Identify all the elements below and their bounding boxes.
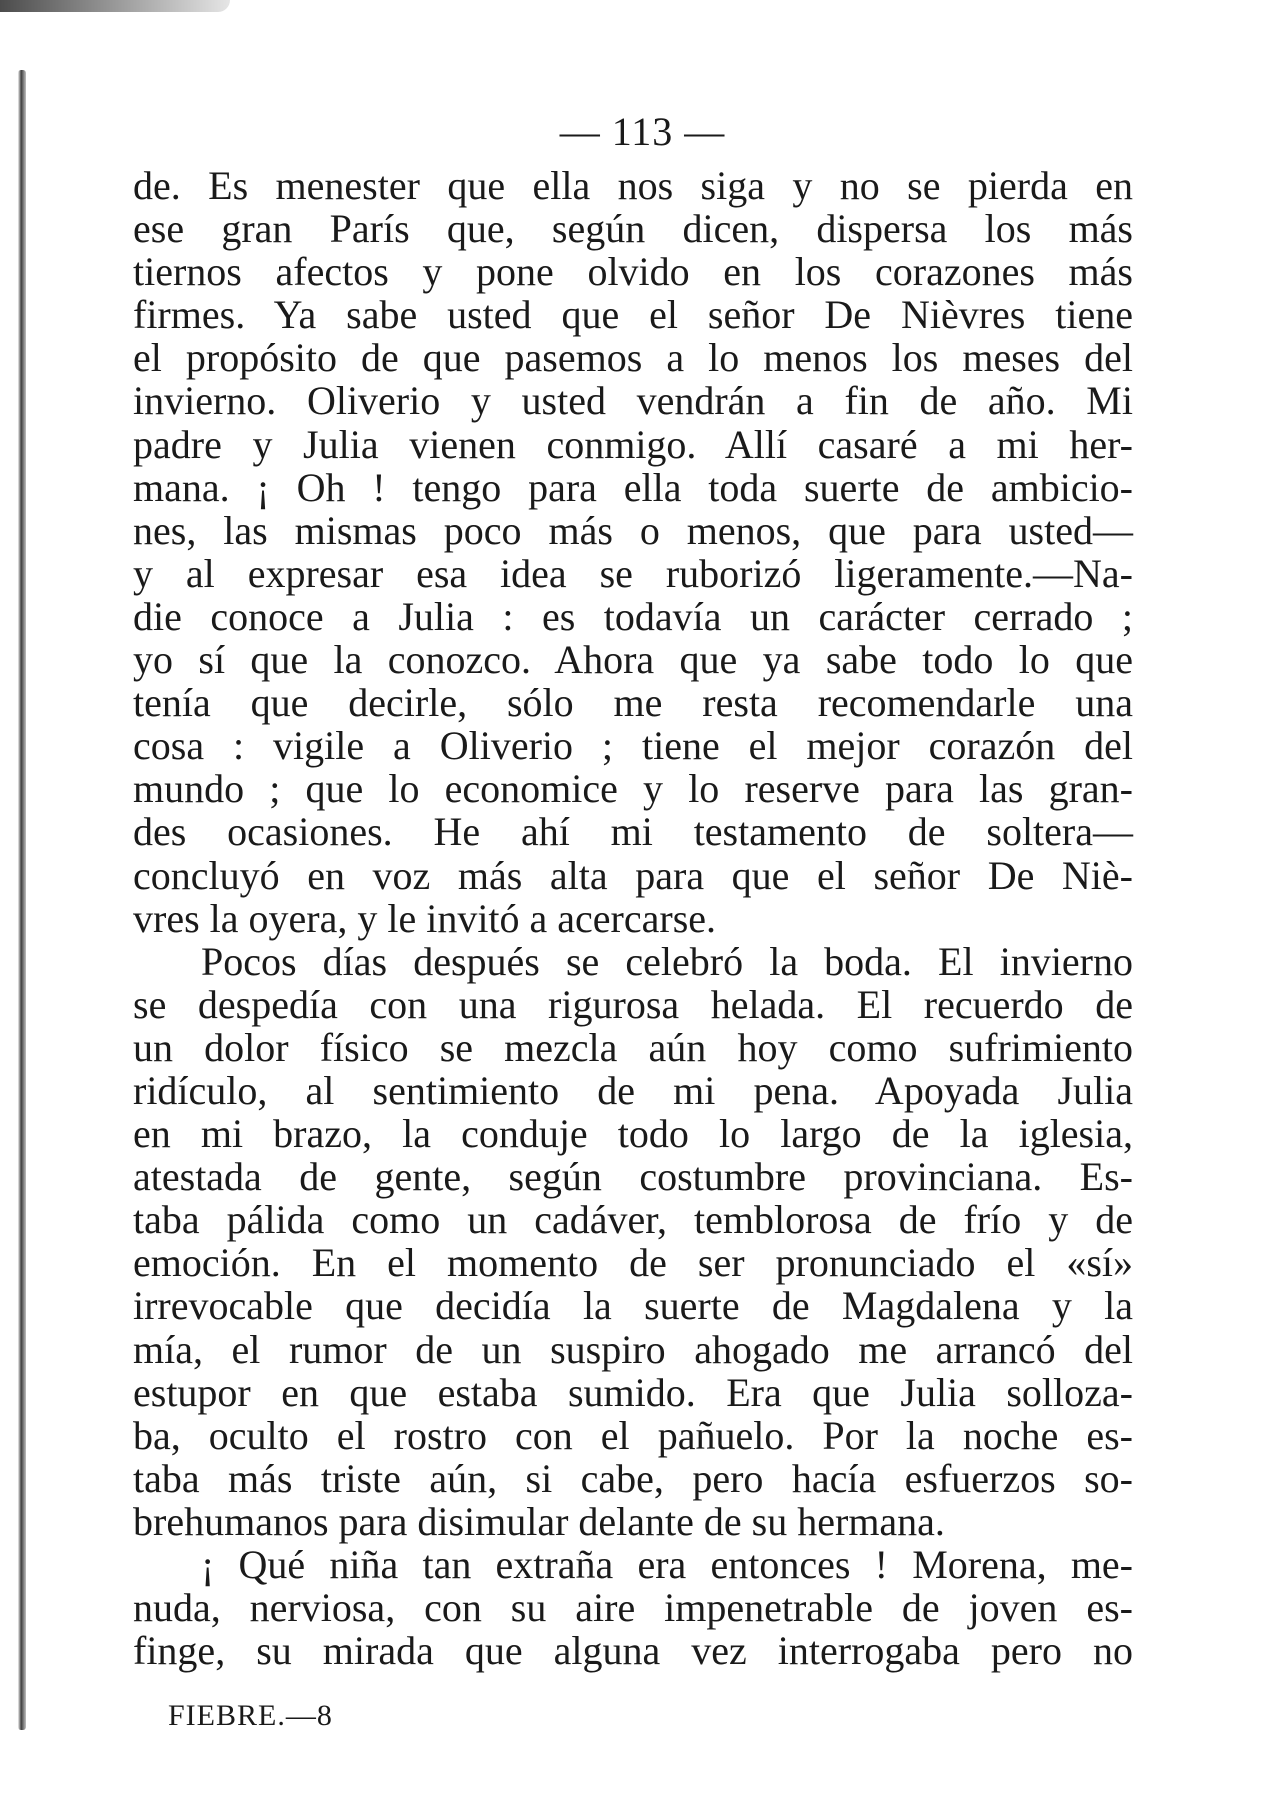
body-text bbox=[133, 164, 1133, 1672]
text-line: emoción. En el momento de ser pronunciado el «sí» bbox=[133, 1240, 1133, 1286]
text-line: die conoce a Julia : es todavía un carácter cerrado ; bbox=[133, 593, 1133, 639]
text-line: taba pálida como un cadáver, temblorosa de frío y de bbox=[133, 1197, 1133, 1243]
text-line: tenía que decirle, sólo me resta recomendarle una bbox=[133, 680, 1133, 726]
text-line: estupor en que estaba sumido. Era que Julia solloza- bbox=[133, 1369, 1133, 1415]
text-line: des ocasiones. He ahí mi testamento de soltera— bbox=[133, 809, 1133, 855]
text-line: Pocos días después se celebró la boda. El invierno bbox=[201, 938, 1133, 984]
text-line: tiernos afectos y pone olvido en los corazones más bbox=[133, 249, 1133, 295]
text-line: el propósito de que pasemos a lo menos los meses del bbox=[133, 335, 1133, 381]
text-line: mía, el rumor de un suspiro ahogado me arrancó del bbox=[133, 1326, 1133, 1372]
text-line: taba más triste aún, si cabe, pero hacía esfuerzos so- bbox=[133, 1455, 1133, 1501]
text-line: vres la oyera, y le invitó a acercarse. bbox=[133, 895, 717, 941]
text-line: invierno. Oliverio y usted vendrán a fin de año. Mi bbox=[133, 378, 1133, 424]
text-line: firmes. Ya sabe usted que el señor De Nièvres tiene bbox=[133, 292, 1133, 338]
text-line: ba, oculto el rostro con el pañuelo. Por la noche es- bbox=[133, 1412, 1133, 1458]
text-line: mana. ¡ Oh ! tengo para ella toda suerte de ambicio- bbox=[133, 464, 1133, 510]
text-line: y al expresar esa idea se ruborizó ligeramente.—Na- bbox=[133, 550, 1133, 596]
text-line: ¡ Qué niña tan extraña era entonces ! Morena, me- bbox=[201, 1542, 1133, 1587]
text-line: finge, su mirada que alguna vez interrogaba pero no bbox=[133, 1628, 1133, 1674]
text-line: cosa : vigile a Oliverio ; tiene el mejor corazón del bbox=[133, 723, 1133, 769]
text-line: de. Es menester que ella nos siga y no se pierda en bbox=[133, 163, 1133, 208]
text-line: padre y Julia vienen conmigo. Allí casaré a mi her- bbox=[133, 421, 1133, 467]
text-line: nes, las mismas poco más o menos, que para usted— bbox=[133, 507, 1133, 553]
text-line: concluyó en voz más alta para que el señor De Niè- bbox=[133, 852, 1133, 898]
text-line: se despedía con una rigurosa helada. El recuerdo de bbox=[133, 981, 1133, 1027]
text-line: un dolor físico se mezcla aún hoy como sufrimiento bbox=[133, 1024, 1133, 1070]
text-line: nuda, nerviosa, con su aire impenetrable de joven es- bbox=[133, 1585, 1133, 1631]
page-gutter-edge bbox=[18, 70, 26, 1730]
scan-smudge bbox=[0, 0, 230, 12]
text-line: en mi brazo, la conduje todo lo largo de la iglesia, bbox=[133, 1111, 1133, 1157]
text-line: brehumanos para disimular delante de su hermana. bbox=[133, 1498, 945, 1544]
text-line: ese gran París que, según dicen, dispersa los más bbox=[133, 206, 1133, 252]
text-line: atestada de gente, según costumbre provinciana. Es- bbox=[133, 1154, 1133, 1200]
text-line: yo sí que la conozco. Ahora que ya sabe todo lo que bbox=[133, 637, 1133, 683]
text-line: mundo ; que lo economice y lo reserve para las gran- bbox=[133, 766, 1133, 812]
signature-mark: FIEBRE.—8 bbox=[168, 1699, 333, 1732]
text-line: ridículo, al sentimiento de mi pena. Apoyada Julia bbox=[133, 1067, 1133, 1113]
text-line: irrevocable que decidía la suerte de Magdalena y la bbox=[133, 1283, 1133, 1329]
page-number: — 113 — bbox=[559, 109, 726, 154]
